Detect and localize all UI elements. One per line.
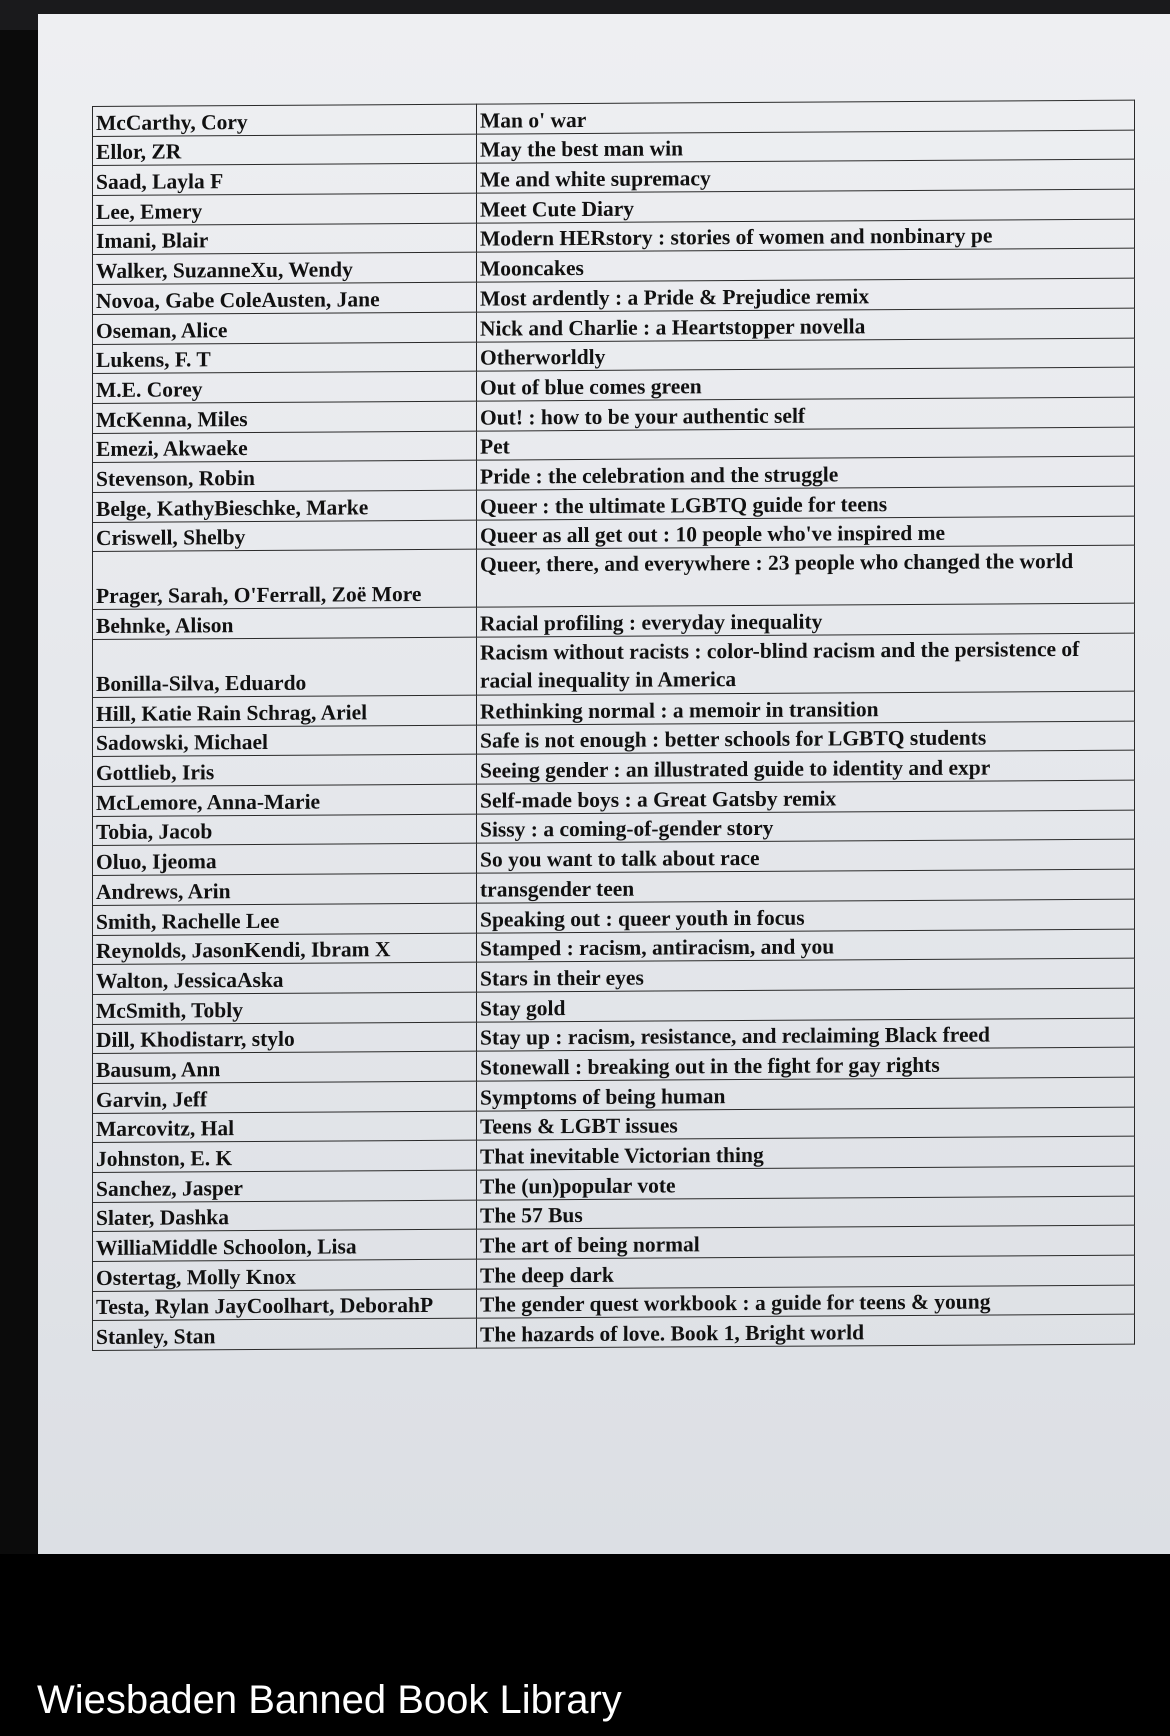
author-cell: Belge, KathyBieschke, Marke — [93, 490, 477, 522]
author-cell: McLemore, Anna-Marie — [93, 784, 477, 816]
table-row — [93, 1315, 1135, 1351]
author-cell: M.E. Corey — [93, 371, 477, 403]
author-cell: Gottlieb, Iris — [93, 755, 477, 787]
title-cell: Modern HERstory : stories of women and nonbinary pe — [477, 219, 1135, 253]
title-cell: Queer, there, and everywhere : 23 people who changed the world — [477, 545, 1135, 607]
author-cell: WilliaMiddle Schoolon, Lisa — [93, 1230, 477, 1262]
title-cell: Self-made boys : a Great Gatsby remix — [477, 780, 1135, 814]
title-cell: So you want to talk about race — [477, 840, 1135, 874]
image-caption: Wiesbaden Banned Book Library — [37, 1678, 622, 1722]
title-cell: Speaking out : queer youth in focus — [477, 899, 1135, 933]
title-cell: May the best man win — [477, 130, 1135, 164]
title-cell: Queer : the ultimate LGBTQ guide for teens — [477, 486, 1135, 520]
title-cell: Stay gold — [477, 988, 1135, 1022]
title-cell: Man o' war — [477, 100, 1135, 134]
title-cell: Stay up : racism, resistance, and reclaiming Black freed — [477, 1018, 1135, 1052]
author-cell: Tobia, Jacob — [93, 814, 477, 846]
title-cell: Teens & LGBT issues — [477, 1107, 1135, 1141]
author-cell: Saad, Layla F — [93, 164, 477, 196]
author-cell: Stanley, Stan — [93, 1319, 477, 1351]
title-cell: transgender teen — [477, 869, 1135, 903]
title-cell: Stars in their eyes — [477, 958, 1135, 992]
author-cell: Hill, Katie Rain Schrag, Ariel — [93, 695, 477, 727]
author-cell: Lee, Emery — [93, 193, 477, 225]
author-cell: Dill, Khodistarr, stylo — [93, 1022, 477, 1054]
author-cell: Imani, Blair — [93, 223, 477, 255]
author-cell: Testa, Rylan JayCoolhart, DeborahP — [93, 1289, 477, 1321]
author-cell: Sanchez, Jasper — [93, 1170, 477, 1202]
title-cell: Safe is not enough : better schools for LGBTQ students — [477, 721, 1135, 755]
book-list-table — [92, 100, 1135, 1351]
title-cell: Most ardently : a Pride & Prejudice remix — [477, 278, 1135, 312]
title-cell: The deep dark — [477, 1255, 1135, 1289]
author-cell: Lukens, F. T — [93, 342, 477, 374]
title-cell: Racial profiling : everyday inequality — [477, 603, 1135, 637]
title-cell: Pride : the celebration and the struggle — [477, 456, 1135, 490]
title-cell: Rethinking normal : a memoir in transition — [477, 691, 1135, 725]
author-cell: Slater, Dashka — [93, 1200, 477, 1232]
author-cell: Walton, JessicaAska — [93, 962, 477, 994]
table-row — [93, 633, 1135, 697]
table-row — [93, 545, 1135, 609]
author-cell: McCarthy, Cory — [93, 104, 477, 136]
title-cell: Otherworldly — [477, 338, 1135, 372]
author-cell: Smith, Rachelle Lee — [93, 903, 477, 935]
title-cell: Queer as all get out : 10 people who've inspired me — [477, 516, 1135, 550]
title-cell: Pet — [477, 427, 1135, 461]
title-cell: The gender quest workbook : a guide for teens & young — [477, 1285, 1135, 1319]
author-cell: Bonilla-Silva, Eduardo — [93, 637, 477, 697]
title-cell: Stonewall : breaking out in the fight for gay rights — [477, 1047, 1135, 1081]
author-cell: Novoa, Gabe ColeAusten, Jane — [93, 282, 477, 314]
title-cell: Racism without racists : color-blind racism and the persistence of racial inequality in America — [477, 633, 1135, 695]
author-cell: Andrews, Arin — [93, 873, 477, 905]
author-cell: Ellor, ZR — [93, 134, 477, 166]
title-cell: Mooncakes — [477, 249, 1135, 283]
title-cell: The art of being normal — [477, 1226, 1135, 1260]
author-cell: Marcovitz, Hal — [93, 1111, 477, 1143]
title-cell: The (un)popular vote — [477, 1166, 1135, 1200]
title-cell: Meet Cute Diary — [477, 189, 1135, 223]
author-cell: Oseman, Alice — [93, 312, 477, 344]
author-cell: Prager, Sarah, O'Ferrall, Zoë More — [93, 549, 477, 609]
title-cell: The 57 Bus — [477, 1196, 1135, 1230]
author-cell: Bausum, Ann — [93, 1051, 477, 1083]
title-cell: Sissy : a coming-of-gender story — [477, 810, 1135, 844]
book-list-body — [93, 100, 1135, 1350]
title-cell: Stamped : racism, antiracism, and you — [477, 929, 1135, 963]
author-cell: McSmith, Tobly — [93, 992, 477, 1024]
author-cell: Stevenson, Robin — [93, 460, 477, 492]
author-cell: Behnke, Alison — [93, 607, 477, 639]
author-cell: Johnston, E. K — [93, 1140, 477, 1172]
author-cell: Oluo, Ijeoma — [93, 844, 477, 876]
author-cell: Walker, SuzanneXu, Wendy — [93, 253, 477, 285]
title-cell: Nick and Charlie : a Heartstopper novella — [477, 308, 1135, 342]
author-cell: Garvin, Jeff — [93, 1081, 477, 1113]
author-cell: Sadowski, Michael — [93, 725, 477, 757]
author-cell: Criswell, Shelby — [93, 520, 477, 552]
title-cell: Out! : how to be your authentic self — [477, 397, 1135, 431]
title-cell: Me and white supremacy — [477, 160, 1135, 194]
title-cell: Symptoms of being human — [477, 1077, 1135, 1111]
author-cell: Reynolds, JasonKendi, Ibram X — [93, 933, 477, 965]
author-cell: Ostertag, Molly Knox — [93, 1259, 477, 1291]
title-cell: That inevitable Victorian thing — [477, 1136, 1135, 1170]
title-cell: The hazards of love. Book 1, Bright world — [477, 1315, 1135, 1349]
title-cell: Seeing gender : an illustrated guide to identity and expr — [477, 751, 1135, 785]
title-cell: Out of blue comes green — [477, 367, 1135, 401]
author-cell: McKenna, Miles — [93, 401, 477, 433]
author-cell: Emezi, Akwaeke — [93, 431, 477, 463]
